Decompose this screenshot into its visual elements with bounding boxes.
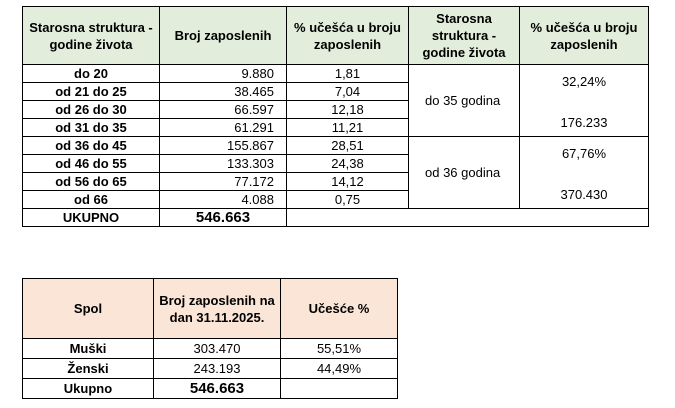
group-label-cell: od 36 godina: [409, 137, 520, 209]
table-header-row: [23, 7, 649, 65]
sex-cell: Ženski: [23, 359, 154, 379]
table-row: [23, 359, 398, 379]
count-cell: 38.465: [160, 83, 287, 101]
count-cell: 77.172: [160, 173, 287, 191]
pct-cell: 14,12: [287, 173, 409, 191]
total-value: 546.663: [160, 209, 287, 227]
group-pct: 67,76%: [561, 146, 607, 161]
table-row: [23, 137, 649, 155]
table-header-row: [23, 279, 398, 339]
age-cell: od 21 do 25: [23, 83, 160, 101]
group-label-cell: do 35 godina: [409, 65, 520, 137]
count-cell: 4.088: [160, 191, 287, 209]
age-cell: od 31 do 35: [23, 119, 160, 137]
group-count: 370.430: [560, 187, 608, 202]
pct-cell: 24,38: [287, 155, 409, 173]
group-pct: 32,24%: [561, 74, 607, 89]
header-share: Učešće %: [281, 279, 398, 339]
age-cell: od 36 do 45: [23, 137, 160, 155]
count-cell: 9.880: [160, 65, 287, 83]
sex-cell: Muški: [23, 339, 154, 359]
count-cell: 66.597: [160, 101, 287, 119]
total-row: [23, 209, 649, 227]
count-cell: 155.867: [160, 137, 287, 155]
header-age-group: Starosna struktura - godine života: [409, 7, 520, 65]
group-summary-cell: [520, 65, 649, 137]
age-cell: od 46 do 55: [23, 155, 160, 173]
age-structure-table: [22, 6, 649, 227]
header-count-date: Broj zaposlenih na dan 31.11.2025.: [154, 279, 281, 339]
total-label: UKUPNO: [23, 209, 160, 227]
age-cell: od 66: [23, 191, 160, 209]
count-cell: 133.303: [160, 155, 287, 173]
group-count: 176.233: [560, 115, 608, 130]
count-cell: 243.193: [154, 359, 281, 379]
table-row: [23, 65, 649, 83]
group-summary-cell: [520, 137, 649, 209]
age-cell: od 56 do 65: [23, 173, 160, 191]
pct-cell: 1,81: [287, 65, 409, 83]
total-value: 546.663: [154, 379, 281, 399]
header-group-pct: % učešća u broju zaposlenih: [520, 7, 649, 65]
header-pct: % učešća u broju zaposlenih: [287, 7, 409, 65]
empty-cell: [287, 209, 649, 227]
total-row: [23, 379, 398, 399]
pct-cell: 7,04: [287, 83, 409, 101]
header-age: Starosna struktura - godine života: [23, 7, 160, 65]
count-cell: 303.470: [154, 339, 281, 359]
pct-cell: 55,51%: [281, 339, 398, 359]
empty-cell: [281, 379, 398, 399]
total-label: Ukupno: [23, 379, 154, 399]
age-cell: od 26 do 30: [23, 101, 160, 119]
count-cell: 61.291: [160, 119, 287, 137]
gender-table: [22, 278, 398, 399]
age-cell: do 20: [23, 65, 160, 83]
pct-cell: 0,75: [287, 191, 409, 209]
header-count: Broj zaposlenih: [160, 7, 287, 65]
header-sex: Spol: [23, 279, 154, 339]
pct-cell: 44,49%: [281, 359, 398, 379]
pct-cell: 12,18: [287, 101, 409, 119]
table-row: [23, 339, 398, 359]
pct-cell: 28,51: [287, 137, 409, 155]
pct-cell: 11,21: [287, 119, 409, 137]
